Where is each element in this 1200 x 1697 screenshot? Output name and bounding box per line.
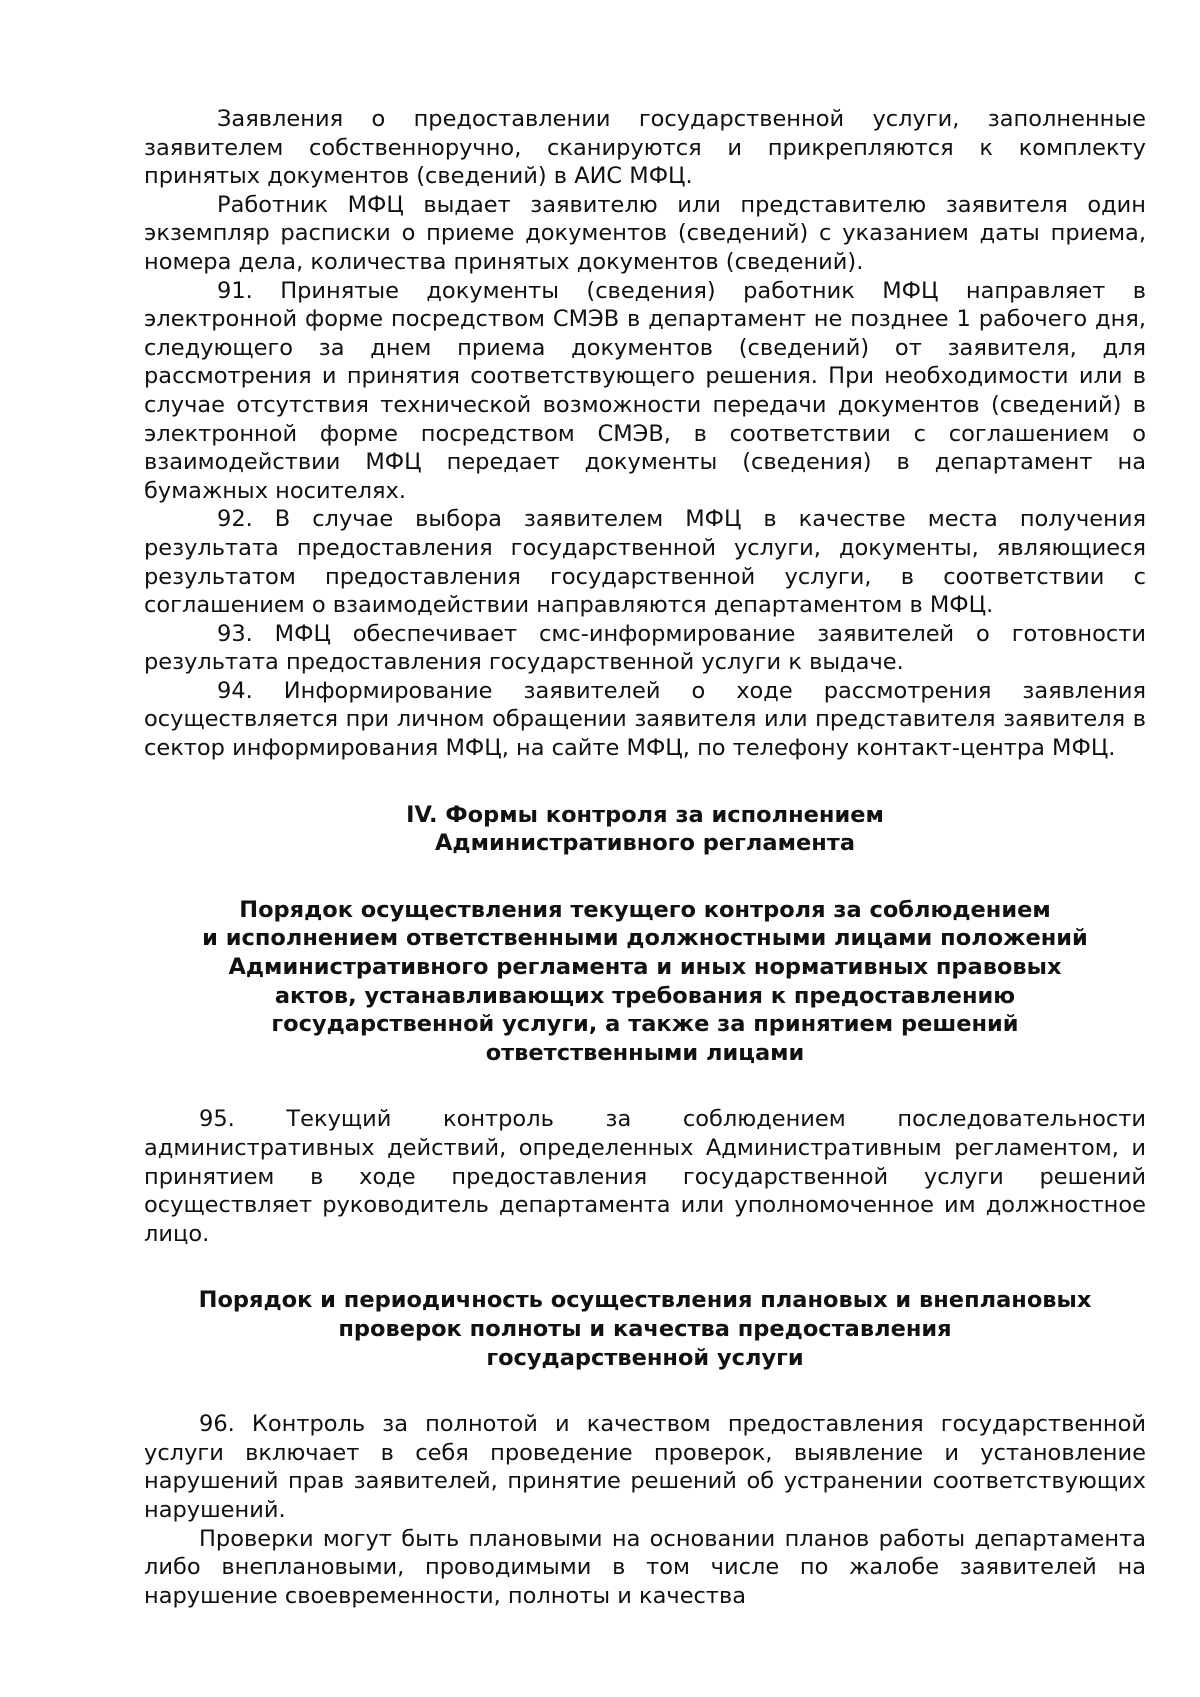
document-page (144, 105, 1146, 1610)
subheading-inspections-line-1: Порядок и периодичность осуществления плановых и внеплановых (198, 1287, 1092, 1314)
spacer (144, 763, 1146, 801)
subheading-current-control-line-1: Порядок осуществления текущего контроля за соблюдением (239, 896, 1051, 923)
paragraph-receipt-issued: Работник МФЦ выдает заявителю или представителю заявителя один экземпляр расписки о приеме документов (сведений) с указанием даты приема, номера дела, количества принятых документов (сведений). (144, 191, 1146, 275)
paragraph-96: 96. Контроль за полнотой и качеством предоставления государственной услуги включает в себя проведение проверок, выявление и установление нарушений прав заявителей, принятие решений об устранении соответствующих нарушений. (144, 1411, 1146, 1523)
paragraph-93: 93. МФЦ обеспечивает смс-информирование заявителей о готовности результата предоставления государственной услуги к выдаче. (144, 620, 1146, 676)
subheading-current-control-line-3: Административного регламента и иных нормативных правовых (228, 954, 1062, 981)
paragraph-94: 94. Информирование заявителей о ходе рассмотрения заявления осуществляется при личном обращении заявителя или представителя заявителя в сектор информирования МФЦ, на сайте МФЦ, по телефону контакт-центра МФЦ. (144, 677, 1146, 762)
subheading-inspections-line-3: государственной услуги (486, 1344, 804, 1371)
subheading-current-control-line-2: и исполнением ответственными должностными лицами положений (202, 925, 1088, 952)
paragraph-92: 92. В случае выбора заявителем МФЦ в качестве места получения результата предоставления государственной услуги, документы, являющиеся результатом предоставления государственной услуги, в соответствии с соглашением о взаимодействии направляются департаментом в МФЦ. (144, 506, 1146, 619)
spacer (144, 1372, 1146, 1410)
paragraph-91: 91. Принятые документы (сведения) работник МФЦ направляет в электронной форме посредством СМЭВ в департамент не позднее 1 рабочего дня, следующего за днем приема документов (сведений) от заявителя, для рассмотрения и принятия соответствующего решения. При необходимости или в случае отсутствия технической возможности передачи документов (сведений) в электронной форме посредством СМЭВ, в соответствии с соглашением о взаимодействии МФЦ передает документы (сведения) в департамент на бумажных носителях. (144, 277, 1146, 504)
section-heading-line-1: IV. Формы контроля за исполнением (406, 801, 884, 828)
subheading-inspections-line-2: проверок полноты и качества предоставления (338, 1315, 952, 1342)
spacer (144, 1248, 1146, 1286)
section-heading-line-2: Административного регламента (434, 830, 856, 857)
spacer (144, 858, 1146, 896)
spacer (144, 1067, 1146, 1105)
subheading-current-control-line-5: государственной услуги, а также за принятием решений (271, 1011, 1019, 1038)
paragraph-inspections-types: Проверки могут быть плановыми на основании планов работы департамента либо внеплановыми, проводимыми в том числе по жалобе заявителей на нарушение своевременности, полноты и качества (144, 1525, 1146, 1609)
subheading-current-control-line-4: актов, устанавливающих требования к предоставлению (274, 982, 1016, 1009)
paragraph-applications-scanned: Заявления о предоставлении государственной услуги, заполненные заявителем собственноручно, сканируются и прикрепляются к комплекту принятых документов (сведений) в АИС МФЦ. (144, 106, 1146, 190)
subheading-current-control-line-6: ответственными лицами (485, 1039, 805, 1066)
paragraph-95: 95. Текущий контроль за соблюдением последовательности административных действий, определенных Административным регламентом, и принятием в ходе предоставления государственной услуги решений осуществляет руководитель департамента или уполномоченное им должностное лицо. (144, 1106, 1146, 1247)
